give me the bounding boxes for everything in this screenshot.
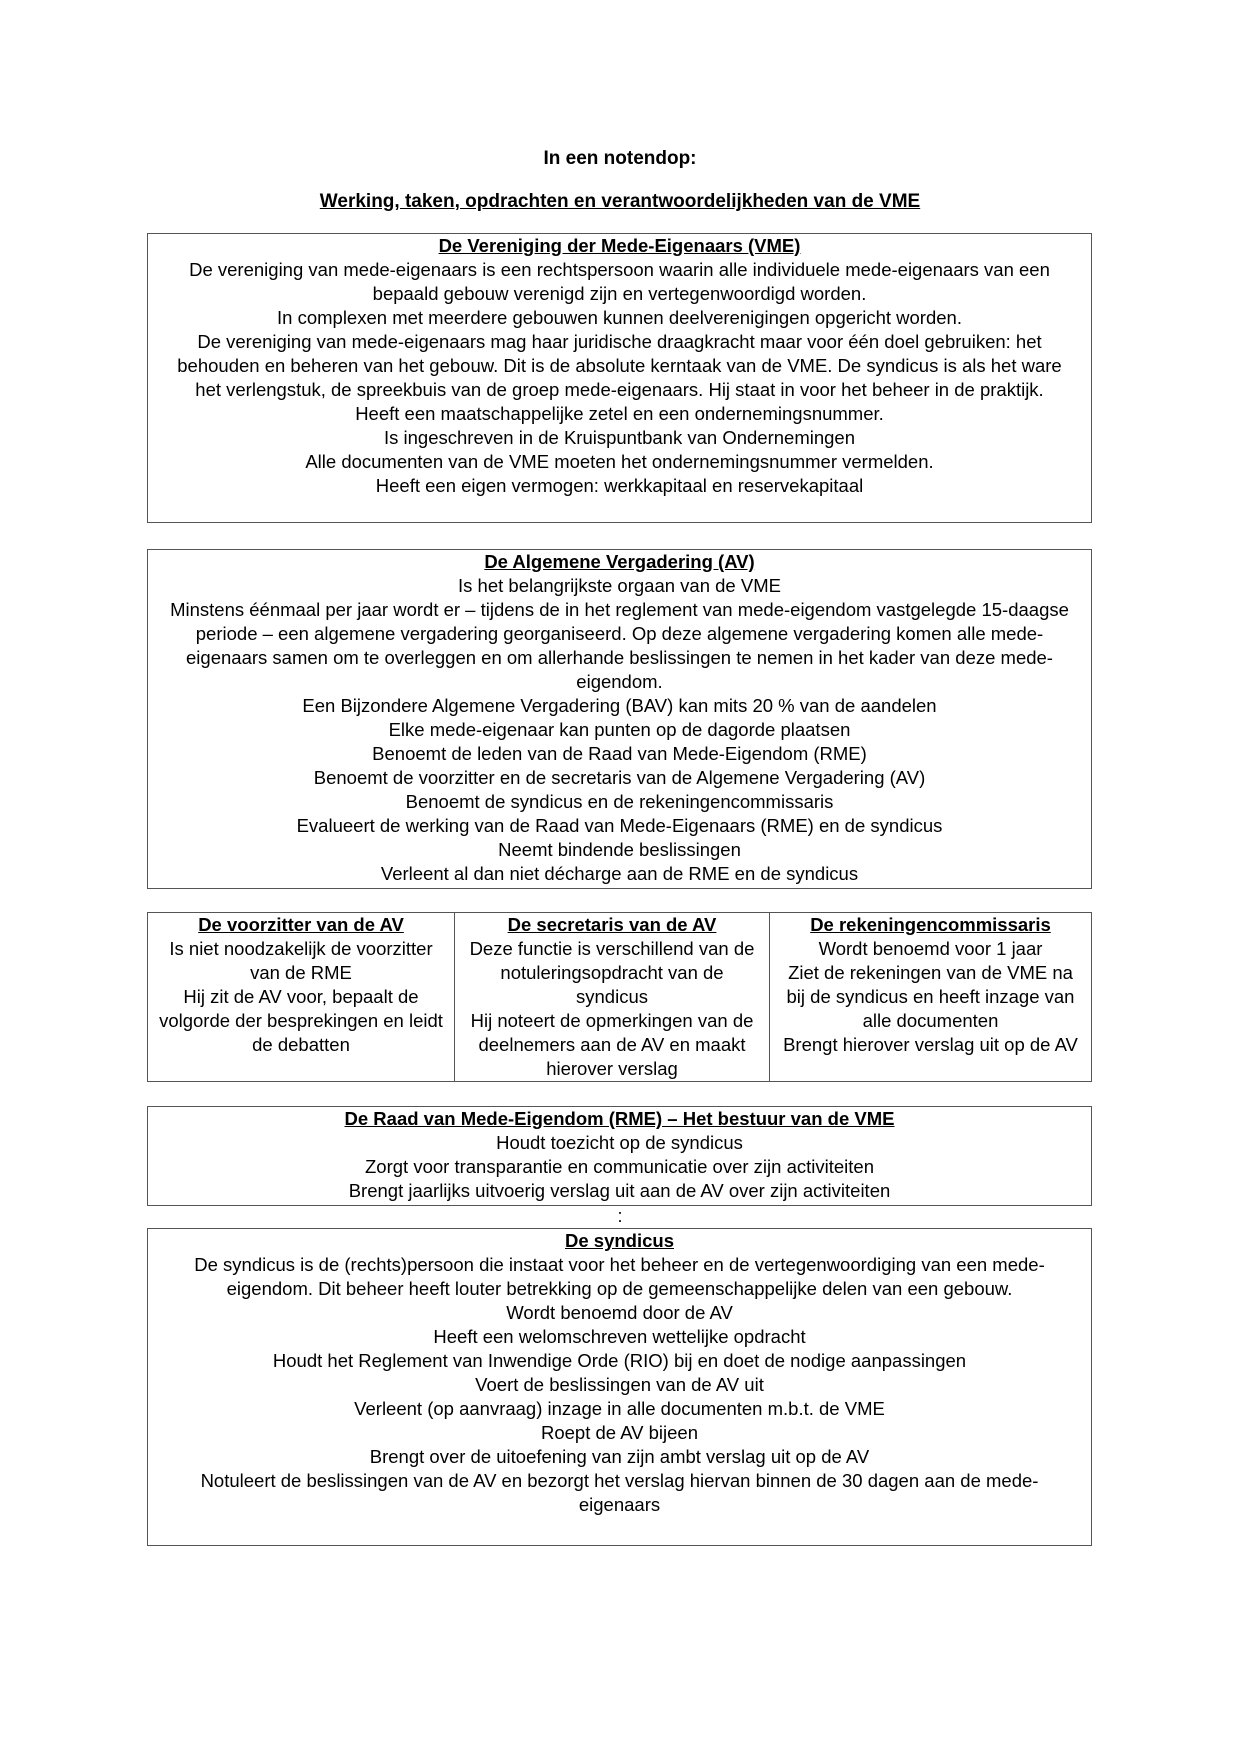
vme-line: De vereniging van mede-eigenaars is een rechtspersoon waarin alle individuele mede-eigenaars van een bepaald gebouw verenigd zijn en vertegenwoordigd worden.	[189, 259, 1050, 304]
av-section	[147, 549, 1092, 889]
role-rekeningencommissaris	[769, 913, 1091, 1081]
document-subtitle: Werking, taken, opdrachten en verantwoordelijkheden van de VME	[319, 191, 921, 212]
vme-line: Alle documenten van de VME moeten het ondernemingsnummer vermelden.	[305, 451, 934, 472]
av-line: Neemt bindende beslissingen	[498, 839, 741, 860]
role-heading: De rekeningencommissaris	[810, 914, 1051, 935]
syndicus-line: Brengt over de uitoefening van zijn ambt verslag uit op de AV	[369, 1446, 870, 1467]
syndicus-line: Houdt het Reglement van Inwendige Orde (RIO) bij en doet de nodige aanpassingen	[272, 1350, 967, 1371]
av-line: Verleent al dan niet décharge aan de RME en de syndicus	[380, 863, 859, 884]
syndicus-line: Voert de beslissingen van de AV uit	[475, 1374, 764, 1395]
av-line: Minstens éénmaal per jaar wordt er – tijdens de in het reglement van mede-eigendom vastgelegde 15-daagse periode – een algemene vergadering georganiseerd. Op deze algemene vergadering komen alle mede-eigenaars samen om te overleggen en om allerhande beslissingen te nemen in het kader van deze mede-eigendom.	[170, 599, 1069, 692]
av-line: Een Bijzondere Algemene Vergadering (BAV) kan mits 20 % van de aandelen	[302, 695, 937, 716]
rme-heading: De Raad van Mede-Eigendom (RME) – Het bestuur van de VME	[344, 1108, 895, 1129]
syndicus-line: De syndicus is de (rechts)persoon die instaat voor het beheer en de vertegenwoordiging van een mede-eigendom. Dit beheer heeft louter betrekking op de gemeenschappelijke delen van een gebouw.	[194, 1254, 1045, 1299]
av-line: Benoemt de voorzitter en de secretaris van de Algemene Vergadering (AV)	[313, 767, 926, 788]
rme-line: Zorgt voor transparantie en communicatie over zijn activiteiten	[365, 1156, 874, 1177]
syndicus-line: Wordt benoemd door de AV	[506, 1302, 733, 1323]
av-line: Is het belangrijkste orgaan van de VME	[458, 575, 781, 596]
vme-line: In complexen met meerdere gebouwen kunnen deelverenigingen opgericht worden.	[277, 307, 962, 328]
vme-section	[147, 233, 1092, 523]
role-voorzitter	[148, 913, 454, 1081]
role-line: Hij noteert de opmerkingen van de deelnemers aan de AV en maakt hierover verslag	[470, 1010, 754, 1079]
role-line: Deze functie is verschillend van de notuleringsopdracht van de syndicus	[469, 938, 755, 1007]
av-line: Benoemt de leden van de Raad van Mede-Eigendom (RME)	[372, 743, 867, 764]
role-secretaris	[454, 913, 769, 1081]
role-line: Hij zit de AV voor, bepaalt de volgorde der besprekingen en leidt de debatten	[159, 986, 443, 1055]
av-line: Elke mede-eigenaar kan punten op de dagorde plaatsen	[388, 719, 851, 740]
role-heading: De secretaris van de AV	[507, 914, 717, 935]
av-line: Benoemt de syndicus en de rekeningencommissaris	[405, 791, 834, 812]
role-heading: De voorzitter van de AV	[198, 914, 404, 935]
syndicus-line: Verleent (op aanvraag) inzage in alle documenten m.b.t. de VME	[354, 1398, 885, 1419]
role-line: Is niet noodzakelijk de voorzitter van de RME	[169, 938, 433, 983]
vme-line: Heeft een eigen vermogen: werkkapitaal en reservekapitaal	[375, 475, 864, 496]
document-title: In een notendop:	[543, 148, 697, 169]
vme-line: Heeft een maatschappelijke zetel en een ondernemingsnummer.	[355, 403, 884, 424]
vme-heading: De Vereniging der Mede-Eigenaars (VME)	[438, 235, 801, 256]
av-heading: De Algemene Vergadering (AV)	[484, 551, 755, 572]
separator: :	[617, 1206, 623, 1226]
role-line: Brengt hierover verslag uit op de AV	[783, 1034, 1078, 1055]
syndicus-line: Roept de AV bijeen	[540, 1422, 699, 1443]
rme-line: Brengt jaarlijks uitvoerig verslag uit aan de AV over zijn activiteiten	[348, 1180, 891, 1201]
roles-table	[147, 912, 1092, 1082]
syndicus-line: Notuleert de beslissingen van de AV en bezorgt het verslag hiervan binnen de 30 dagen aan de mede-eigenaars	[200, 1470, 1039, 1515]
rme-line: Houdt toezicht op de syndicus	[496, 1132, 743, 1153]
vme-line: De vereniging van mede-eigenaars mag haar juridische draagkracht maar voor één doel gebruiken: het behouden en beheren van het gebouw. Dit is de absolute kerntaak van de VME. De syndicus is als het ware het verlengstuk, de spreekbuis van de groep mede-eigenaars. Hij staat in voor het beheer in de praktijk.	[177, 331, 1062, 400]
syndicus-line: Heeft een welomschreven wettelijke opdracht	[433, 1326, 806, 1347]
role-line: Ziet de rekeningen van de VME na bij de syndicus en heeft inzage van alle documenten	[786, 962, 1075, 1031]
vme-line: Is ingeschreven in de Kruispuntbank van Ondernemingen	[383, 427, 856, 448]
rme-section	[147, 1106, 1092, 1206]
syndicus-heading: De syndicus	[565, 1230, 674, 1251]
syndicus-section	[147, 1228, 1092, 1546]
role-line: Wordt benoemd voor 1 jaar	[818, 938, 1043, 959]
av-line: Evalueert de werking van de Raad van Mede-Eigenaars (RME) en de syndicus	[296, 815, 943, 836]
